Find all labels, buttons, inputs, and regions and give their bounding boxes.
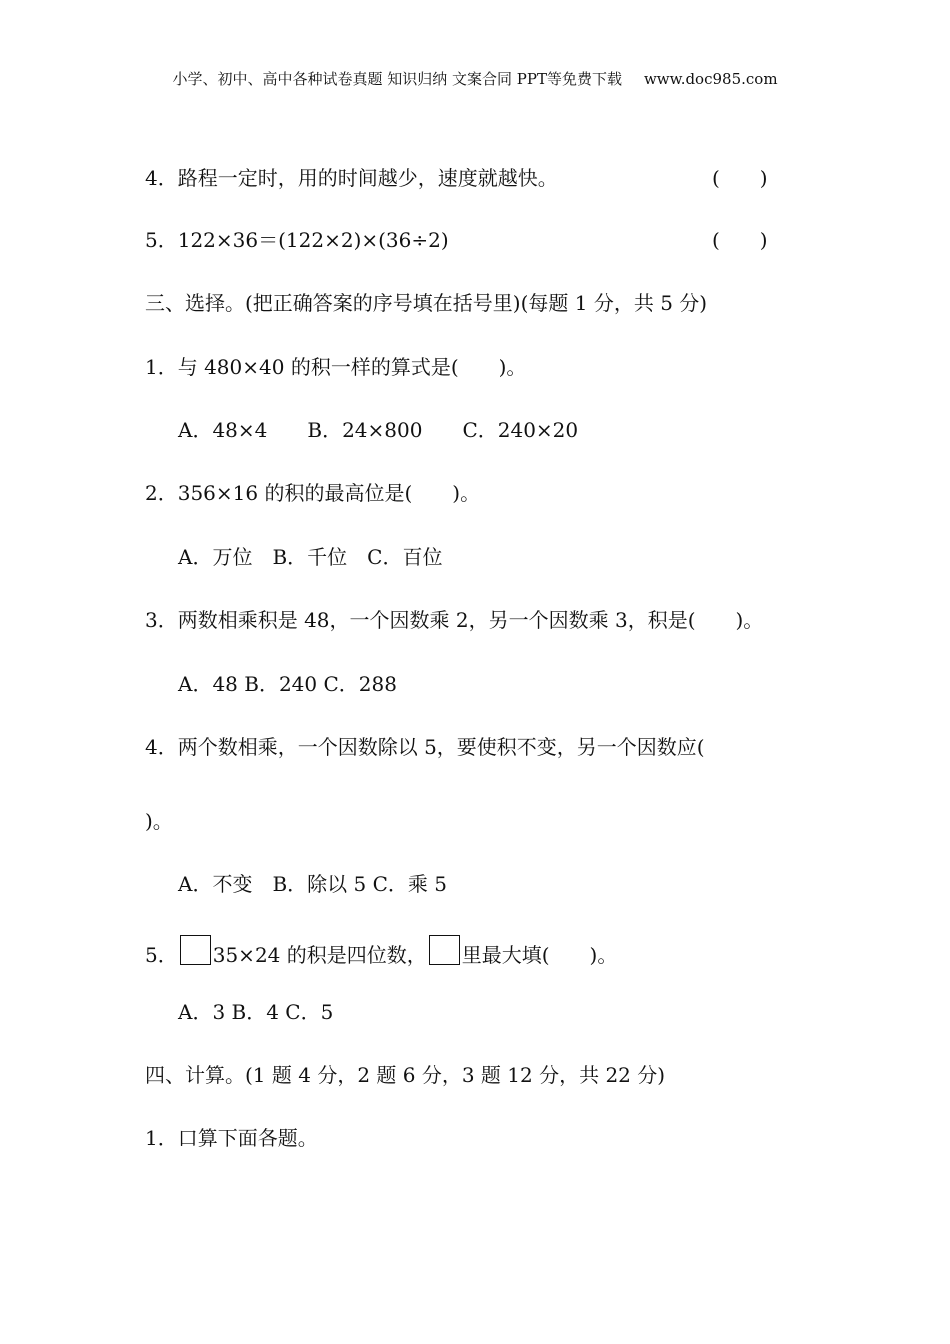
page-header <box>0 68 950 89</box>
blank-box <box>180 935 211 965</box>
calc-question-1: 1．口算下面各题。 <box>145 1126 318 1150</box>
judgement-answer-paren-5: ( ) <box>712 228 768 252</box>
choice-question-4-continued: )。 <box>145 809 173 833</box>
judgement-item-4: 4．路程一定时，用的时间越少，速度就越快。 <box>145 166 558 190</box>
choice-question-4: 4．两个数相乘，一个因数除以 5，要使积不变，另一个因数应( <box>145 735 705 759</box>
header-site: www.doc985.com <box>643 70 778 88</box>
section-3-title: 三、选择。(把正确答案的序号填在括号里)(每题 1 分，共 5 分) <box>145 291 708 315</box>
header-text: 小学、初中、高中各种试卷真题 知识归纳 文案合同 PPT等免费下载 <box>172 70 622 88</box>
choice-question-2: 2．356×16 的积的最高位是( )。 <box>145 481 481 505</box>
choice-options-2: A．万位 B．千位 C．百位 <box>178 545 443 569</box>
judgement-answer-paren-4: ( ) <box>712 166 768 190</box>
choice-question-3: 3．两数相乘积是 48，一个因数乘 2，另一个因数乘 3，积是( )。 <box>145 608 764 632</box>
choice-options-1: A．48×4 B．24×800 C．240×20 <box>178 418 579 442</box>
choice-options-4: A．不变 B．除以 5 C．乘 5 <box>178 872 447 896</box>
blank-box <box>429 935 460 965</box>
judgement-item-5: 5．122×36＝(122×2)×(36÷2) <box>145 228 449 252</box>
choice-options-5: A．3 B．4 C．5 <box>178 1000 334 1024</box>
question-5-suffix: 里最大填( )。 <box>461 943 618 967</box>
choice-question-1: 1．与 480×40 的积一样的算式是( )。 <box>145 355 527 379</box>
section-4-title: 四、计算。(1 题 4 分，2 题 6 分，3 题 12 分，共 22 分) <box>145 1063 666 1087</box>
question-5-prefix: 5． <box>145 943 178 967</box>
choice-question-5 <box>145 935 617 968</box>
question-5-mid: 35×24 的积是四位数， <box>212 943 427 967</box>
choice-options-3: A．48 B．240 C．288 <box>178 672 397 696</box>
